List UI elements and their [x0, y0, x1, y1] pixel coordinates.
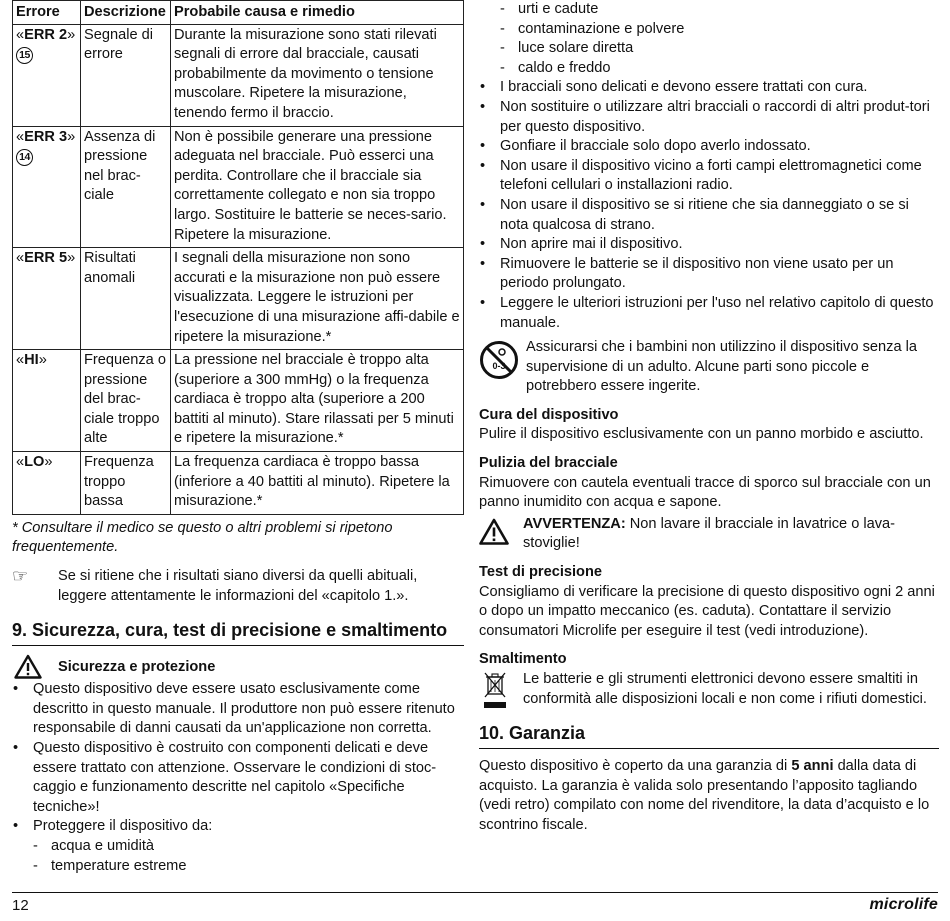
warning-triangle-icon [479, 518, 509, 545]
child-warning-text: Assicurarsi che i bambini non utilizzino il dispositivo senza la supervisione di un adulto. Alcune parti sono piccole e potrebbero essere ingerite. [526, 339, 917, 395]
accuracy-heading: Test di precisione [479, 564, 602, 581]
table-footnote: * Consultare il medico se questo o altri problemi si ripetono frequentemente. [12, 519, 393, 556]
warning-triangle-icon [14, 654, 42, 679]
list-item: • Gonfiare il bracciale solo dopo averlo indossato. [479, 137, 939, 157]
table-row [13, 452, 464, 515]
error-cause: Durante la misurazione sono stati rilevati segnali di errore dal bracciale, causati probabilmente da movimento o tensione muscolare. Ripetere la misurazione, tenendo fermo il braccio. [171, 24, 464, 126]
error-cause: La pressione nel bracciale è troppo alta (superiore a 300 mmHg) o la frequenza cardiaca è troppo alta (superiore a 200 battiti al minuto). Stare rilassati per 5 minuti e ripetere la misurazione.* [171, 350, 464, 452]
care-text: Pulire il dispositivo esclusivamente con un panno morbido e asciutto. [479, 426, 924, 443]
cuff-block [479, 454, 939, 554]
warranty-duration: 5 anni [791, 758, 834, 775]
cuff-warning [479, 515, 939, 554]
pointing-hand-icon: ☞ [12, 566, 29, 587]
child-warning [479, 338, 939, 397]
list-item: - caldo e freddo [500, 59, 939, 79]
error-cause: Non è possibile generare una pressione adeguata nel bracciale. Può esserci una perdita. Controllare che il bracciale sia correttamente collegato e non sia troppo largo. Sostituire le batterie se neces-sario. Ripetere la misurazione. [171, 126, 464, 248]
error-cause: I segnali della misurazione non sono accurati e la misurazione non può essere visualizzata. Leggere le istruzioni per l'esecuzione di una misurazione affi-dabile e ripetere la misurazione.* [171, 248, 464, 350]
error-description: Frequenza troppo bassa [81, 452, 171, 515]
accuracy-block [479, 563, 939, 641]
crossed-bin-icon [482, 670, 508, 710]
list-item: • Non aprire mai il dispositivo. [479, 235, 939, 255]
error-code: ERR 5 [24, 250, 68, 267]
safety-list-left [12, 680, 464, 876]
brand-logo: microlife [869, 896, 938, 913]
header-cause-remedy: Probabile causa e rimedio [171, 1, 464, 25]
disposal-note [479, 670, 939, 709]
list-item: • Questo dispositivo deve essere usato esclusivamente come descritto in questo manuale. Il produttore non può essere ritenuto responsabile di danni causati da un'applicazione non corretta. [12, 680, 464, 739]
list-item [12, 817, 464, 876]
left-column [12, 0, 464, 876]
protect-list-continued [500, 0, 939, 78]
error-cause: La frequenza cardiaca è troppo bassa (inferiore a 40 battiti al minuto). Ripetere la misurazione.* [171, 452, 464, 515]
error-code-cell: «ERR 5» [13, 248, 81, 350]
safety-heading-block [12, 656, 464, 680]
list-item: • I bracciali sono delicati e devono essere trattati con cura. [479, 78, 939, 98]
list-item: • Leggere le ulteriori istruzioni per l'uso nel relativo capitolo di questo manuale. [479, 294, 939, 333]
protect-list [33, 837, 464, 876]
list-item: • Non usare il dispositivo se si ritiene che sia danneggiato o se si nota qualcosa di strano. [479, 196, 939, 235]
error-description: Assenza di pressione nel brac-ciale [81, 126, 171, 248]
error-table [12, 0, 464, 515]
display-ref-badge: 14 [16, 149, 33, 166]
disposal-block [479, 650, 939, 709]
footer-divider [12, 892, 938, 893]
error-code: ERR 3 [24, 128, 68, 145]
care-block [479, 406, 939, 445]
disposal-text: Le batterie e gli strumenti elettronici devono essere smaltiti in conformità alle disposizioni locali e non come i rifiuti domestici. [523, 671, 927, 707]
right-column [479, 0, 939, 836]
table-row [13, 126, 464, 248]
table-row [13, 24, 464, 126]
error-code-cell: «LO» [13, 452, 81, 515]
cuff-heading: Pulizia del bracciale [479, 455, 618, 472]
display-ref-badge: 15 [16, 47, 33, 64]
cuff-warning-label: AVVERTENZA: [523, 515, 626, 532]
warranty-text: Questo dispositivo è coperto da una garanzia di 5 anni dalla data di acquisto. La garanzia è valida solo presentando l’apposito tagliando (vedi retro) compilato con nome del rivenditore, la data d’acquisto e lo scontrino fiscale. [479, 758, 930, 833]
list-item: - temperature estreme [33, 857, 464, 877]
error-description: Segnale di errore [81, 24, 171, 126]
list-item: - luce solare diretta [500, 39, 939, 59]
svg-text:0-3: 0-3 [492, 361, 506, 372]
disposal-heading: Smaltimento [479, 651, 567, 668]
error-description: Frequenza o pressione del brac-ciale troppo alte [81, 350, 171, 452]
tip-note [12, 567, 464, 606]
list-item: - urti e cadute [500, 0, 939, 20]
list-item: - contaminazione e polvere [500, 20, 939, 40]
list-item: • Non sostituire o utilizzare altri bracciali o raccordi di altri produt-tori per questo dispositivo. [479, 98, 939, 137]
error-code: ERR 2 [24, 26, 68, 43]
protect-intro: Proteggere il dispositivo da: [33, 818, 213, 835]
care-heading: Cura del dispositivo [479, 406, 619, 423]
safety-list-right [479, 78, 939, 333]
error-code-cell: «ERR 3» 14 [13, 126, 81, 248]
cuff-warning-text: Non lavare il bracciale in lavatrice o lava-stoviglie! [523, 515, 895, 552]
accuracy-text: Consigliamo di verificare la precisione di questo dispositivo ogni 2 anni o dopo un impatto meccanico (es. caduta). Contattare il servizio consumatori Microlife per eseguire il test (vedi introduzione). [479, 583, 935, 639]
header-error: Errore [13, 1, 81, 25]
error-table-header-row [13, 1, 464, 25]
error-code: HI [24, 352, 39, 369]
error-code: LO [24, 454, 45, 471]
safety-heading: Sicurezza e protezione [58, 659, 216, 676]
section-9-title: 9. Sicurezza, cura, test di precisione e smaltimento [12, 618, 464, 646]
list-item: • Questo dispositivo è costruito con componenti delicati e deve essere trattato con attenzione. Osservare le condizioni di stoc-caggio e funzionamento descritte nel capitolo «Specifiche tecniche»! [12, 739, 464, 817]
error-code-cell: «HI» [13, 350, 81, 452]
page-number: 12 [12, 897, 29, 914]
list-item: - acqua e umidità [33, 837, 464, 857]
list-item: • Non usare il dispositivo vicino a forti campi elettromagnetici come telefoni cellulari o installazioni radio. [479, 157, 939, 196]
table-row [13, 248, 464, 350]
tip-text: Se si ritiene che i risultati siano diversi da quelli abituali, leggere attentamente le informazioni del «capitolo 1.». [58, 568, 418, 604]
error-code-cell: «ERR 2» 15 [13, 24, 81, 126]
section-10-title: 10. Garanzia [479, 721, 939, 749]
error-description: Risultati anomali [81, 248, 171, 350]
cuff-text: Rimuovere con cautela eventuali tracce di sporco sul bracciale con un panno inumidito con acqua e sapone. [479, 474, 931, 511]
no-children-0-3-icon [479, 340, 519, 380]
list-item: • Rimuovere le batterie se il dispositivo non viene usato per un periodo prolungato. [479, 255, 939, 294]
table-row [13, 350, 464, 452]
header-description: Descrizione [81, 1, 171, 25]
